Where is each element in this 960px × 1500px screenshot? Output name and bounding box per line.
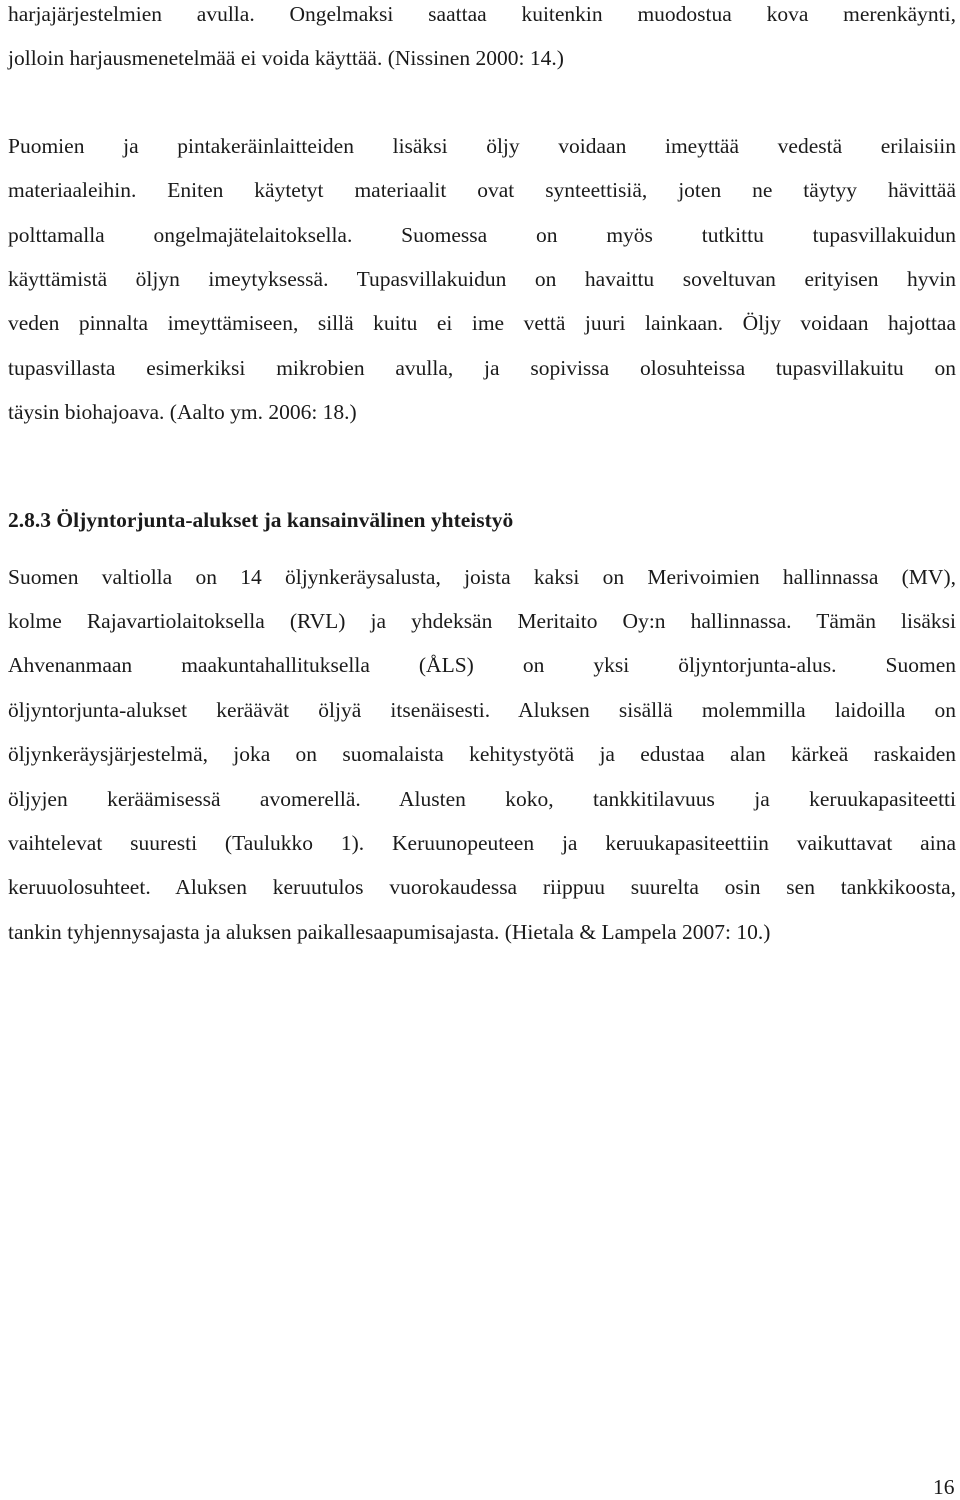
paragraph-2-line-1: Puomien ja pintakeräinlaitteiden lisäksi öljy voidaan imeyttää vedestä erilaisiin	[8, 134, 956, 158]
paragraph-3-line-7: vaihtelevat suuresti (Taulukko 1). Keruunopeuteen ja keruukapasiteettiin vaikuttavat aina	[8, 831, 956, 855]
paragraph-2-line-3: polttamalla ongelmajätelaitoksella. Suomessa on myös tutkittu tupasvillakuidun	[8, 223, 956, 247]
paragraph-3-line-4: öljyntorjunta-alukset keräävät öljyä itsenäisesti. Aluksen sisällä molemmilla laidoilla on	[8, 698, 956, 722]
page-number: 16	[933, 1475, 955, 1499]
paragraph-3-line-5: öljynkeräysjärjestelmä, joka on suomalaista kehitystyötä ja edustaa alan kärkeä raskaiden	[8, 742, 956, 766]
section-heading: 2.8.3 Öljyntorjunta-alukset ja kansainvälinen yhteistyö	[8, 508, 514, 532]
paragraph-2-line-5: veden pinnalta imeyttämiseen, sillä kuitu ei ime vettä juuri lainkaan. Öljy voidaan hajottaa	[8, 311, 956, 335]
paragraph-1-line-1: harjajärjestelmien avulla. Ongelmaksi saattaa kuitenkin muodostua kova merenkäynti,	[8, 2, 956, 26]
paragraph-3-line-9: tankin tyhjennysajasta ja aluksen paikallesaapumisajasta. (Hietala & Lampela 2007: 10.)	[8, 920, 771, 944]
paragraph-2-line-6: tupasvillasta esimerkiksi mikrobien avulla, ja sopivissa olosuhteissa tupasvillakuitu on	[8, 356, 956, 380]
paragraph-3-line-8: keruuolosuhteet. Aluksen keruutulos vuorokaudessa riippuu suurelta osin sen tankkikoosta,	[8, 875, 956, 899]
paragraph-2-line-2: materiaaleihin. Eniten käytetyt materiaalit ovat synteettisiä, joten ne täytyy hävittää	[8, 178, 956, 202]
paragraph-2-line-4: käyttämistä öljyn imeytyksessä. Tupasvillakuidun on havaittu soveltuvan erityisen hyvin	[8, 267, 956, 291]
paragraph-3-line-6: öljyjen keräämisessä avomerellä. Alusten koko, tankkitilavuus ja keruukapasiteetti	[8, 787, 956, 811]
paragraph-3-line-1: Suomen valtiolla on 14 öljynkeräysalusta, joista kaksi on Merivoimien hallinnassa (MV),	[8, 565, 956, 589]
paragraph-3-line-3: Ahvenanmaan maakuntahallituksella (ÅLS) on yksi öljyntorjunta-alus. Suomen	[8, 653, 956, 677]
paragraph-1-line-2: jolloin harjausmenetelmää ei voida käyttää. (Nissinen 2000: 14.)	[8, 46, 564, 70]
paragraph-3-line-2: kolme Rajavartiolaitoksella (RVL) ja yhdeksän Meritaito Oy:n hallinnassa. Tämän lisäksi	[8, 609, 956, 633]
paragraph-2-line-7: täysin biohajoava. (Aalto ym. 2006: 18.)	[8, 400, 357, 424]
